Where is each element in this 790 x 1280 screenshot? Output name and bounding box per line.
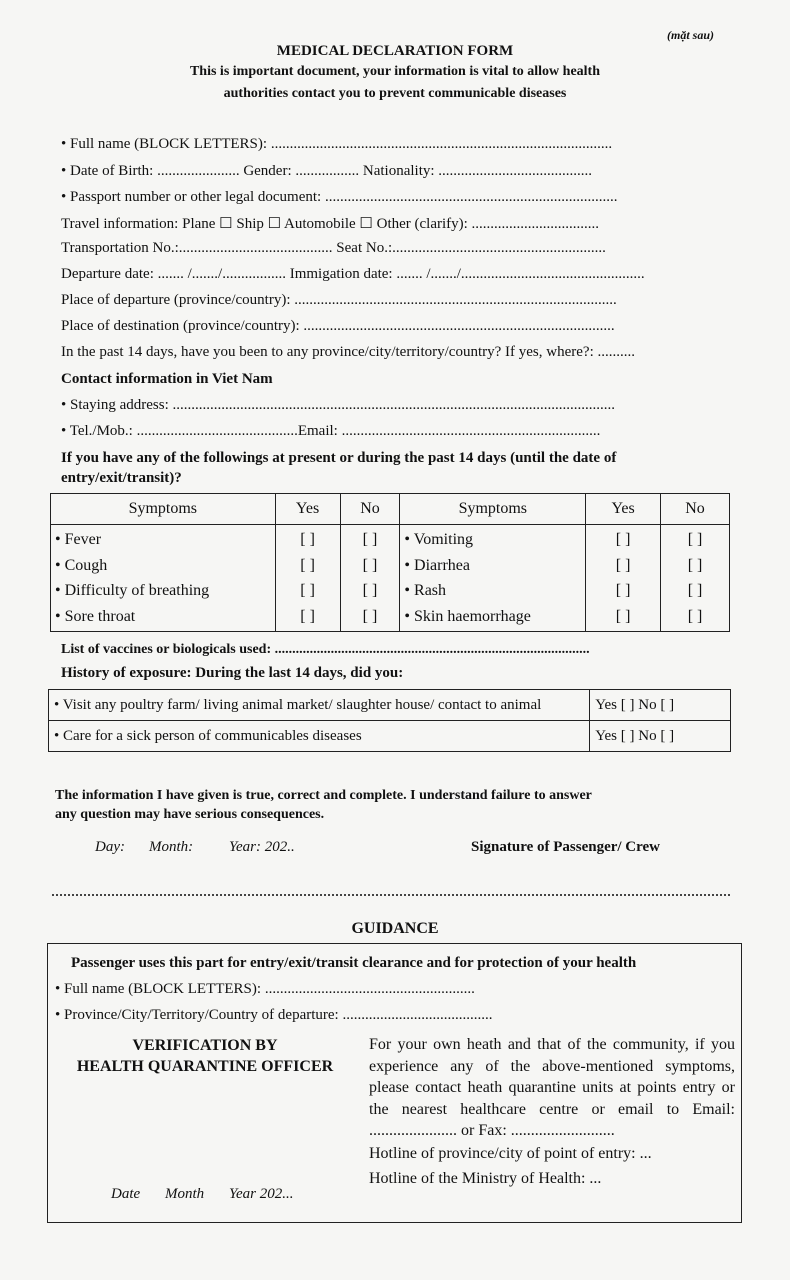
passport-field[interactable]: • Passport number or other legal document: .............................................................................. [61,189,618,205]
declaration-year[interactable]: Year: 202.. [229,839,295,855]
contact-info-heading: Contact information in Viet Nam [61,371,273,387]
checkbox-fever-yes[interactable]: [ ] [300,531,315,548]
exposure-heading: History of exposure: During the last 14 days, did you: [61,665,404,681]
declaration-line2: any question may have serious consequences. [55,807,325,822]
checkbox-diarrhea-yes[interactable]: [ ] [615,556,631,574]
checkbox-rash-yes[interactable]: [ ] [615,582,631,599]
symptoms-header-left: Symptoms [51,494,276,525]
checkbox-skin-haemorrhage-no[interactable]: [ ] [687,607,703,625]
exposure-question-sick-person: • Care for a sick person of communicables diseases [49,721,590,752]
left-yes-column [275,525,340,632]
checkbox-sore-throat-yes[interactable]: [ ] [300,607,315,625]
left-symptom-list [51,525,276,632]
exposure-answer-animal[interactable]: Yes [ ] No [ ] [590,690,731,721]
checkbox-breathing-yes[interactable]: [ ] [300,582,315,599]
verification-month[interactable]: Month [165,1186,205,1202]
right-yes-column [586,525,661,632]
no-header-left: No [340,494,400,525]
hotline-province: Hotline of province/city of point of entry: ... [369,1145,652,1162]
exposure-answer-sick-person[interactable]: Yes [ ] No [ ] [590,721,731,752]
place-of-destination-field[interactable]: Place of destination (province/country): ................................................................................... [61,318,615,334]
dob-gender-nationality-field[interactable]: • Date of Birth: ...................... Gender: ................. Nationality: ......................................... [61,163,593,179]
symptom-skin-haemorrhage: • Skin haemorrhage [404,607,531,625]
transportation-seat-field[interactable]: Transportation No.:......................................... Seat No.:......................................................... [61,240,606,256]
guidance-full-name-field[interactable]: • Full name (BLOCK LETTERS): ........................................................ [55,981,475,997]
verification-date[interactable]: Date [111,1186,141,1202]
signature-label: Signature of Passenger/ Crew [471,839,661,855]
past-14-days-travel-field[interactable]: In the past 14 days, have you been to any province/city/territory/country? If yes, where?: .......... [61,344,635,360]
yes-header-right: Yes [586,494,661,525]
checkbox-diarrhea-no[interactable]: [ ] [687,556,703,574]
verification-year[interactable]: Year 202... [229,1186,294,1202]
guidance-advice: For your own heath and that of the community, if you experience any of the above-mentioned symptoms, please contact heath quarantine units at points entry or the nearest healthcare centre or email to Email: ...................... or Fax: .......................... [369,1036,735,1139]
vaccines-field[interactable]: List of vaccines or biologicals used: .......................................................................................... [61,642,590,657]
exposure-table [48,689,731,752]
hotline-ministry: Hotline of the Ministry of Health: ... [369,1170,602,1187]
form-subtitle-line1: This is important document, your information is vital to allow health [189,64,601,79]
tel-email-field[interactable]: • Tel./Mob.: ...........................................Email: ..................................................................... [61,423,601,439]
symptom-difficulty-breathing: • Difficulty of breathing [55,582,210,599]
checkbox-cough-yes[interactable]: [ ] [300,556,315,574]
right-no-column [661,525,730,632]
symptom-table [50,493,730,632]
symptom-diarrhea: • Diarrhea [404,556,470,574]
no-header-right: No [661,494,730,525]
place-of-departure-field[interactable]: Place of departure (province/country): ...................................................................................... [61,292,617,308]
guidance-intro: Passenger uses this part for entry/exit/transit clearance and for protection of your health [71,955,637,971]
checkbox-breathing-no[interactable]: [ ] [362,582,378,599]
cut-line [52,894,730,896]
checkbox-skin-haemorrhage-yes[interactable]: [ ] [615,607,631,625]
right-symptom-list [400,525,586,632]
verification-line1: VERIFICATION BY [132,1037,278,1054]
verification-line2: HEALTH QUARANTINE OFFICER [76,1058,334,1075]
full-name-field[interactable]: • Full name (BLOCK LETTERS): ........................................................................................... [61,136,613,152]
symptom-cough: • Cough [55,556,108,574]
travel-information-field[interactable]: Travel information: Plane ☐ Ship ☐ Automobile ☐ Other (clarify): .................................. [61,216,600,232]
symptom-sore-throat: • Sore throat [55,607,136,625]
guidance-title: GUIDANCE [351,920,439,937]
form-subtitle-line2: authorities contact you to prevent communicable diseases [223,86,567,101]
yes-header-left: Yes [275,494,340,525]
symptom-fever: • Fever [55,531,102,548]
checkbox-fever-no[interactable]: [ ] [362,531,378,548]
declaration-month[interactable]: Month: [149,839,194,855]
staying-address-field[interactable]: • Staying address: ...................................................................................................................... [61,397,615,413]
symptom-rash: • Rash [404,582,447,599]
departure-immigration-date-field[interactable]: Departure date: ....... /......./................. Immigation date: ....... /......./................................................. [61,266,645,282]
form-title: MEDICAL DECLARATION FORM [276,43,514,59]
symptom-vomiting: • Vomiting [404,531,474,548]
exposure-question-animal: • Visit any poultry farm/ living animal market/ slaughter house/ contact to animal [49,690,590,721]
symptoms-question-line1: If you have any of the followings at present or during the past 14 days (until the date of [61,450,617,466]
checkbox-vomiting-no[interactable]: [ ] [687,531,703,548]
checkbox-rash-no[interactable]: [ ] [687,582,703,599]
checkbox-cough-no[interactable]: [ ] [362,556,378,574]
symptoms-question-line2: entry/exit/transit)? [61,470,182,486]
declaration-line1: The information I have given is true, correct and complete. I understand failure to answer [55,788,592,803]
symptoms-header-right: Symptoms [400,494,586,525]
page-side-note: (mặt sau) [667,28,715,42]
guidance-province-field[interactable]: • Province/City/Territory/Country of departure: ........................................ [55,1007,493,1023]
checkbox-sore-throat-no[interactable]: [ ] [362,607,378,625]
declaration-day[interactable]: Day: [95,839,125,855]
checkbox-vomiting-yes[interactable]: [ ] [615,531,631,548]
left-no-column [340,525,400,632]
